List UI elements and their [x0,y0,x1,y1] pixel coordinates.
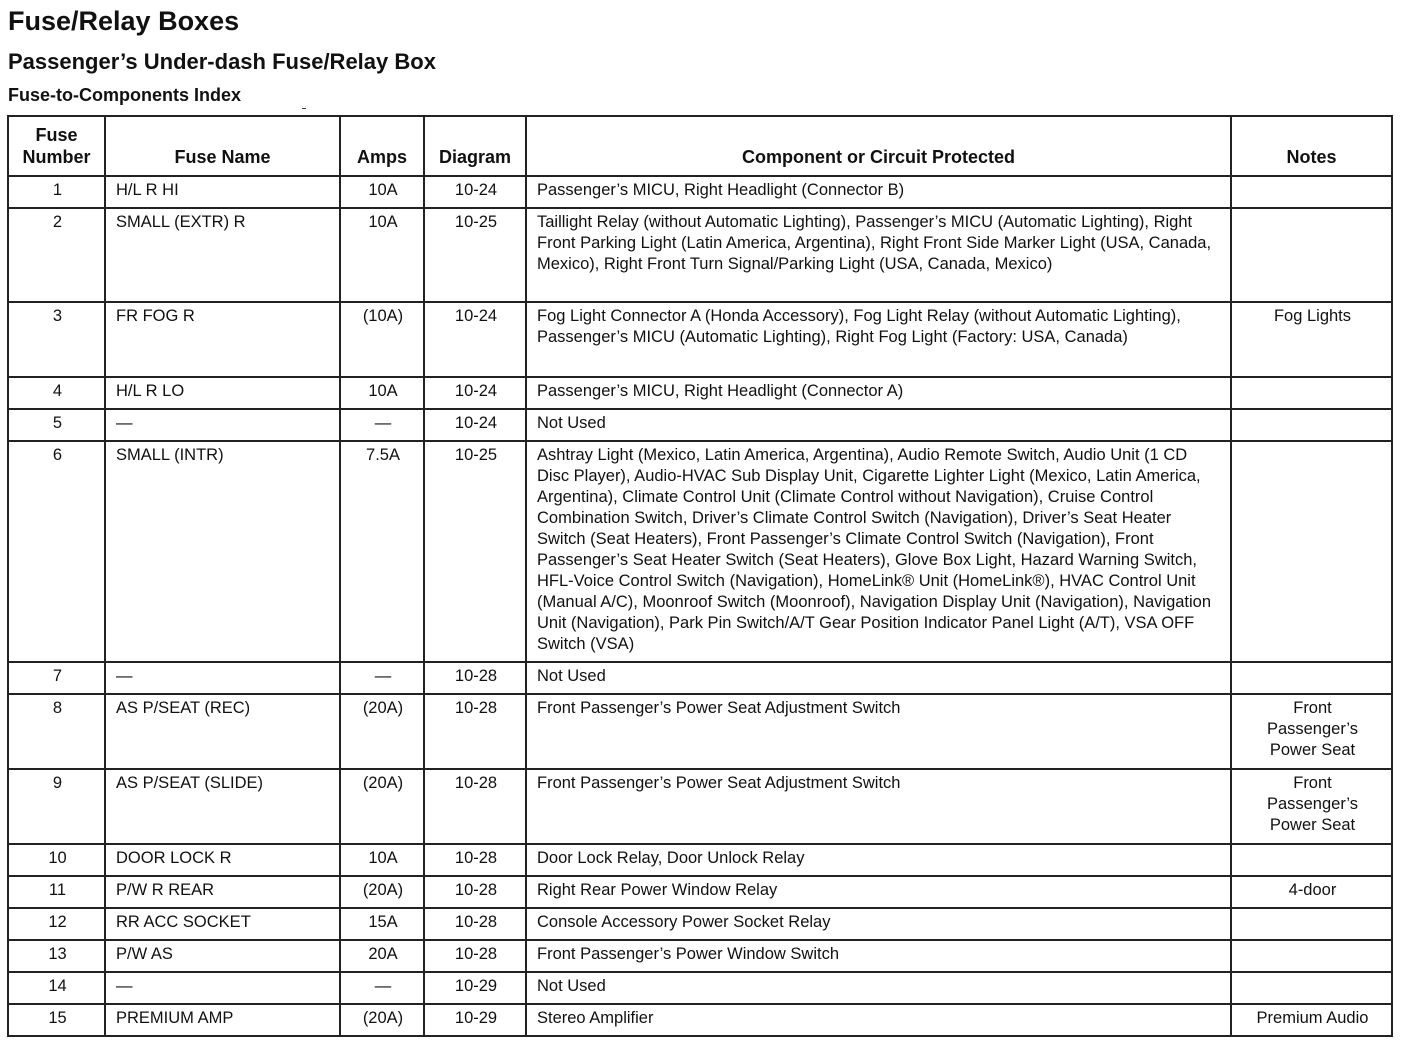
fuse-name-cell: P/W R REAR [105,876,340,908]
fuse-name-cell: AS P/SEAT (SLIDE) [105,769,340,844]
diagram-cell: 10-28 [424,662,526,694]
fuse-name-cell: SMALL (INTR) [105,441,340,662]
diagram-cell: 10-25 [424,208,526,302]
diagram-cell: 10-24 [424,409,526,441]
table-row [8,769,1392,844]
component-cell: Right Rear Power Window Relay [526,876,1231,908]
fuse-name-cell: H/L R LO [105,377,340,409]
notes-cell: Fog Lights [1231,302,1392,377]
notes-cell [1231,662,1392,694]
index-title: Fuse-to-Components Index [8,85,241,105]
notes-cell: Front Passenger’s Power Seat [1231,769,1392,844]
diagram-cell: 10-24 [424,302,526,377]
table-row [8,694,1392,769]
fuse-name-cell: — [105,972,340,1004]
table-row [8,844,1392,876]
notes-cell [1231,176,1392,208]
fuse-number-cell: 7 [8,662,105,694]
amps-cell: (20A) [340,769,424,844]
amps-cell: 10A [340,844,424,876]
notes-cell [1231,940,1392,972]
component-cell: Taillight Relay (without Automatic Lighting), Passenger’s MICU (Automatic Lighting), Right Front Parking Light (Latin America, Argentina), Right Front Side Marker Light (USA, Canada, Mexico), Right Front Turn Signal/Parking Light (USA, Canada, Mexico) [526,208,1231,302]
amps-cell: 15A [340,908,424,940]
component-cell: Not Used [526,662,1231,694]
amps-cell: (10A) [340,302,424,377]
fuse-name-cell: PREMIUM AMP [105,1004,340,1036]
amps-cell: — [340,662,424,694]
component-cell: Fog Light Connector A (Honda Accessory), Fog Light Relay (without Automatic Lighting), Passenger’s MICU (Automatic Lighting), Right Fog Light (Factory: USA, Canada) [526,302,1231,377]
amps-cell: 10A [340,176,424,208]
diagram-cell: 10-28 [424,940,526,972]
fuse-number-cell: 12 [8,908,105,940]
diagram-cell: 10-28 [424,908,526,940]
diagram-cell: 10-29 [424,1004,526,1036]
amps-cell: (20A) [340,876,424,908]
component-cell: Front Passenger’s Power Seat Adjustment Switch [526,769,1231,844]
header-notes: Notes [1231,116,1392,176]
notes-cell: Front Passenger’s Power Seat [1231,694,1392,769]
fuse-number-cell: 6 [8,441,105,662]
table-row [8,176,1392,208]
fuse-name-cell: DOOR LOCK R [105,844,340,876]
component-cell: Front Passenger’s Power Window Switch [526,940,1231,972]
fuse-number-cell: 15 [8,1004,105,1036]
fuse-number-cell: 9 [8,769,105,844]
notes-cell [1231,972,1392,1004]
fuse-number-cell: 2 [8,208,105,302]
fuse-name-cell: H/L R HI [105,176,340,208]
diagram-cell: 10-24 [424,377,526,409]
header-fuse-number: Fuse Number [8,116,105,176]
table-header-row [8,116,1392,176]
component-cell: Ashtray Light (Mexico, Latin America, Argentina), Audio Remote Switch, Audio Unit (1 CD Disc Player), Audio-HVAC Sub Display Unit, Cigarette Lighter Light (Mexico, Latin America, Argentina), Climate Control Unit (Climate Control without Navigation), Cruise Control Combination Switch, Driver’s Climate Control Switch (Navigation), Driver’s Seat Heater Switch (Seat Heaters), Front Passenger’s Climate Control Switch (Navigation), Front Passenger’s Seat Heater Switch (Seat Heaters), Glove Box Light, Hazard Warning Switch, HFL-Voice Control Switch (Navigation), HomeLink® Unit (HomeLink®), HVAC Control Unit (Manual A/C), Moonroof Switch (Moonroof), Navigation Display Unit (Navigation), Navigation Unit (Navigation), Park Pin Switch/A/T Gear Position Indicator Panel Light (A/T), VSA OFF Switch (VSA) [526,441,1231,662]
page-title: Fuse/Relay Boxes [8,6,240,36]
diagram-cell: 10-28 [424,876,526,908]
table-body [8,176,1392,1036]
table-row [8,208,1392,302]
amps-cell: 10A [340,208,424,302]
fuse-name-cell: SMALL (EXTR) R [105,208,340,302]
header-diagram: Diagram [424,116,526,176]
amps-cell: — [340,409,424,441]
notes-cell [1231,441,1392,662]
notes-cell [1231,844,1392,876]
table-row [8,876,1392,908]
diagram-cell: 10-28 [424,694,526,769]
notes-cell [1231,409,1392,441]
table-row [8,377,1392,409]
fuse-number-cell: 14 [8,972,105,1004]
table-row [8,1004,1392,1036]
fuse-number-cell: 13 [8,940,105,972]
fuse-index-table [7,115,1393,1037]
component-cell: Door Lock Relay, Door Unlock Relay [526,844,1231,876]
component-cell: Front Passenger’s Power Seat Adjustment Switch [526,694,1231,769]
table-row [8,908,1392,940]
component-cell: Not Used [526,409,1231,441]
component-cell: Stereo Amplifier [526,1004,1231,1036]
fuse-number-cell: 8 [8,694,105,769]
diagram-cell: 10-24 [424,176,526,208]
fuse-name-cell: AS P/SEAT (REC) [105,694,340,769]
fuse-name-cell: FR FOG R [105,302,340,377]
table-row [8,972,1392,1004]
fuse-name-cell: — [105,409,340,441]
header-fuse-name: Fuse Name [105,116,340,176]
fuse-name-cell: — [105,662,340,694]
table-row [8,441,1392,662]
table-row [8,409,1392,441]
amps-cell: (20A) [340,1004,424,1036]
fuse-name-cell: RR ACC SOCKET [105,908,340,940]
fuse-number-cell: 11 [8,876,105,908]
diagram-cell: 10-28 [424,769,526,844]
table-row [8,940,1392,972]
fuse-number-cell: 3 [8,302,105,377]
fuse-name-cell: P/W AS [105,940,340,972]
diagram-cell: 10-28 [424,844,526,876]
header-component: Component or Circuit Protected [526,116,1231,176]
notes-cell: 4-door [1231,876,1392,908]
component-cell: Not Used [526,972,1231,1004]
header-amps: Amps [340,116,424,176]
section-title: Passenger’s Under-dash Fuse/Relay Box [8,49,436,74]
notes-cell [1231,208,1392,302]
diagram-cell: 10-29 [424,972,526,1004]
component-cell: Passenger’s MICU, Right Headlight (Connector B) [526,176,1231,208]
fuse-number-cell: 1 [8,176,105,208]
diagram-cell: 10-25 [424,441,526,662]
amps-cell: — [340,972,424,1004]
component-cell: Console Accessory Power Socket Relay [526,908,1231,940]
component-cell: Passenger’s MICU, Right Headlight (Connector A) [526,377,1231,409]
notes-cell [1231,908,1392,940]
table-row [8,662,1392,694]
amps-cell: 20A [340,940,424,972]
amps-cell: 7.5A [340,441,424,662]
amps-cell: 10A [340,377,424,409]
notes-cell [1231,377,1392,409]
amps-cell: (20A) [340,694,424,769]
stray-mark [302,108,306,109]
fuse-number-cell: 4 [8,377,105,409]
fuse-number-cell: 10 [8,844,105,876]
table-row [8,302,1392,377]
fuse-number-cell: 5 [8,409,105,441]
notes-cell: Premium Audio [1231,1004,1392,1036]
